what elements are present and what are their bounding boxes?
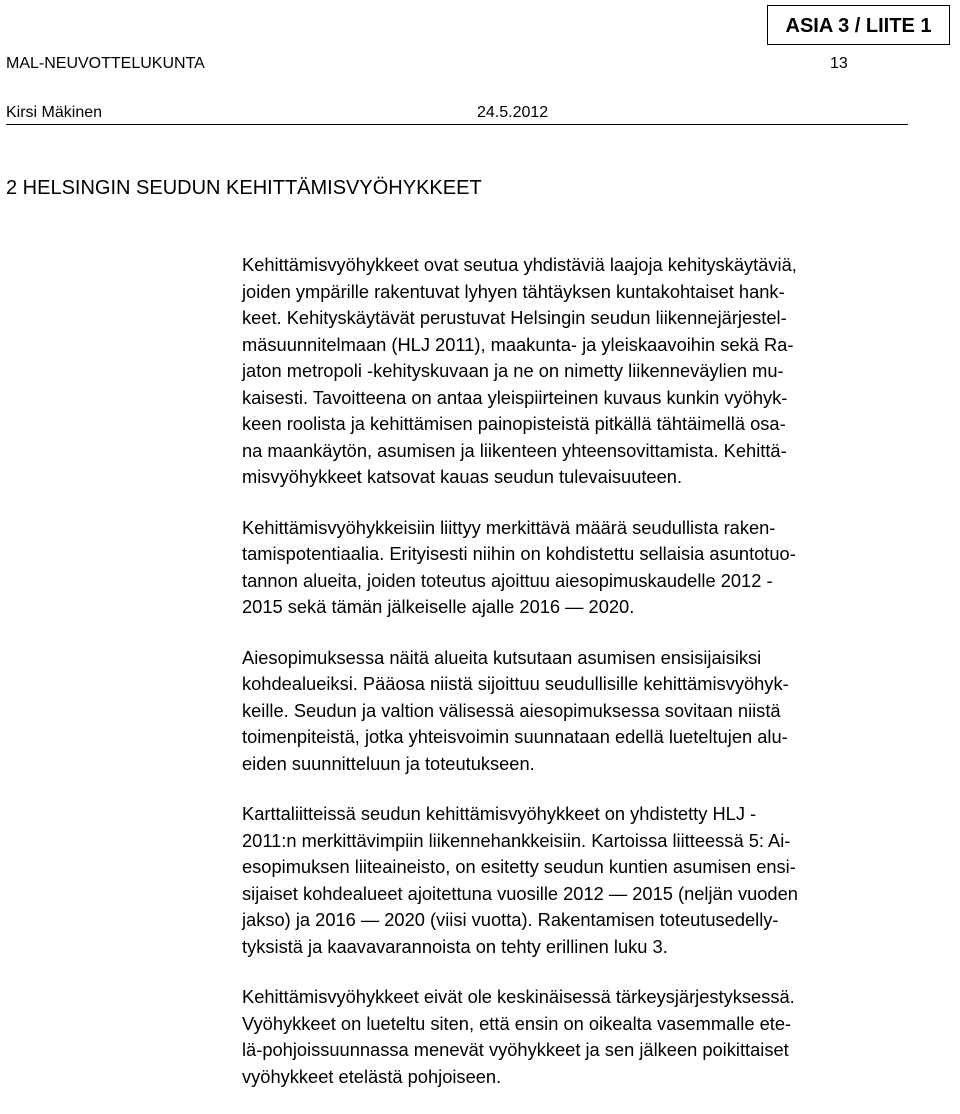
text-line: tyksistä ja kaavavarannoista on tehty erillinen luku 3. bbox=[242, 935, 668, 957]
header-divider bbox=[6, 124, 908, 125]
organization-name: MAL-NEUVOTTELUKUNTA bbox=[6, 55, 205, 72]
text-line: Vyöhykkeet on lueteltu siten, että ensin on oikealta vasemmalle ete- bbox=[242, 1012, 792, 1034]
text-line: vyöhykkeet etelästä pohjoiseen. bbox=[242, 1065, 502, 1087]
paragraph bbox=[242, 252, 932, 491]
text-line: esopimuksen liiteaineisto, on esitetty seudun kuntien asumisen ensi- bbox=[242, 856, 796, 877]
text-line: kaisesti. Tavoitteena on antaa yleispiirteinen kuvaus kunkin vyöhyk- bbox=[242, 386, 788, 408]
text-line: Kehittämisvyöhykkeet ovat seutua yhdistäviä laajoja kehityskäytäviä, bbox=[242, 254, 797, 275]
text-line: sijaiset kohdealueet ajoitettuna vuosille 2012 — 2015 (neljän vuoden bbox=[242, 882, 798, 904]
text-line: toimenpiteistä, jotka yhteisvoimin suunnataan edellä lueteltujen alu- bbox=[242, 726, 788, 747]
body-text bbox=[242, 252, 932, 1114]
text-line: 2015 sekä tämän jälkeiselle ajalle 2016 — 2020. bbox=[242, 596, 635, 617]
text-line: jakso) ja 2016 — 2020 (viisi vuotta). Rakentamisen toteutusedelly- bbox=[242, 909, 779, 930]
text-line: keille. Seudun ja valtion välisessä aiesopimuksessa sovitaan niistä bbox=[242, 699, 781, 721]
text-line: misvyöhykkeet katsovat kauas seudun tulevaisuuteen. bbox=[242, 466, 683, 487]
text-line: kohdealueiksi. Pääosa niistä sijoittuu seudullisille kehittämisvyöhyk- bbox=[242, 673, 789, 694]
text-line: jaton metropoli -kehityskuvaan ja ne on nimetty liikenneväylien mu- bbox=[242, 360, 784, 381]
text-line: 2011:n merkittävimpiin liikennehankkeisiin. Kartoissa liitteessä 5: Ai- bbox=[242, 829, 791, 851]
text-line: tamispotentiaalia. Erityisesti niihin on kohdistettu sellaisia asuntotuo- bbox=[242, 543, 796, 564]
document-date: 24.5.2012 bbox=[477, 104, 549, 121]
text-line: Karttaliitteissä seudun kehittämisvyöhykkeet on yhdistetty HLJ - bbox=[242, 803, 757, 824]
text-line: eiden suunnitteluun ja toteutukseen. bbox=[242, 752, 535, 774]
text-line: keen roolista ja kehittämisen painopisteistä pitkällä tähtäimellä osa- bbox=[242, 413, 786, 434]
text-line: tannon alueita, joiden toteutus ajoittuu aiesopimuskaudelle 2012 - bbox=[242, 569, 773, 591]
text-line: na maankäytön, asumisen ja liikenteen yhteensovittamista. Kehittä- bbox=[242, 439, 787, 461]
text-line: joiden ympärille rakentuvat lyhyen tähtäyksen kuntakohtaiset hank- bbox=[242, 280, 785, 302]
section-title: 2 HELSINGIN SEUDUN KEHITTÄMISVYÖHYKKEET bbox=[6, 177, 482, 199]
paragraph bbox=[242, 801, 932, 960]
text-line: mäsuunnitelmaan (HLJ 2011), maakunta- ja yleiskaavoihin sekä Ra- bbox=[242, 333, 794, 355]
text-line: Kehittämisvyöhykkeisiin liittyy merkittävä määrä seudullista raken- bbox=[242, 516, 776, 538]
text-line: keet. Kehityskäytävät perustuvat Helsingin seudun liikennejärjestel- bbox=[242, 307, 787, 328]
text-line: Aiesopimuksessa näitä alueita kutsutaan asumisen ensisijaisiksi bbox=[242, 646, 762, 668]
attachment-badge: ASIA 3 / LIITE 1 bbox=[767, 5, 950, 45]
paragraph bbox=[242, 984, 932, 1090]
text-line: lä-pohjoissuunnassa menevät vyöhykkeet ja sen jälkeen poikittaiset bbox=[242, 1039, 789, 1060]
author-name: Kirsi Mäkinen bbox=[6, 104, 103, 121]
page-number: 13 bbox=[830, 55, 848, 72]
paragraph bbox=[242, 645, 932, 778]
paragraph bbox=[242, 515, 932, 621]
text-line: Kehittämisvyöhykkeet eivät ole keskinäisessä tärkeysjärjestyksessä. bbox=[242, 986, 795, 1007]
